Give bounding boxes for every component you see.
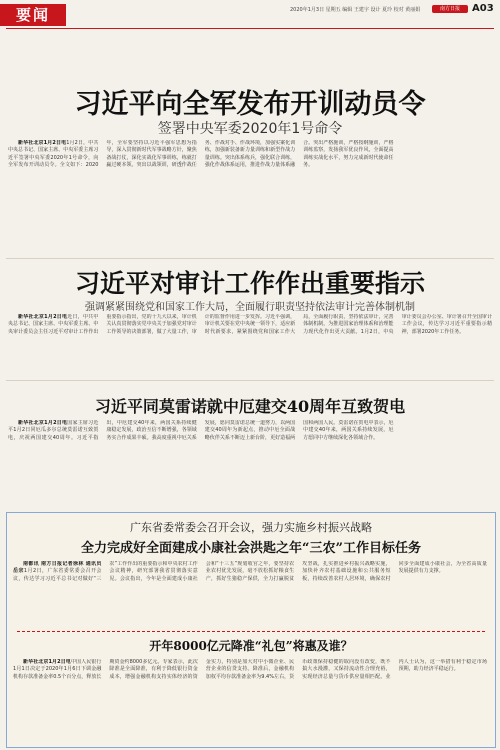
masthead-rule	[6, 28, 494, 29]
article1-headline: 习近平向全军发布开训动员令	[74, 89, 426, 120]
article1-body	[8, 140, 492, 252]
box-divider	[17, 631, 485, 632]
article1-text: 1月2日，中共中央总书记、国家主席、中央军委主席习近平签署中央军委2020年1号命令，向全军发布开训动员令。全文如下：2020年，全军要坚持以习近平强军思想为指导，深入贯彻新时代军事战略方针，聚焦备战打仗，深化实战化军事训练，练就打赢过硬本领。突出以战领训，研透作战任务、作战对手、作战环境，加强实案化训练，加强新装备新力量训练和新型作战力量训练。突出体系练兵，强化联合训练，强化作战体系运用，推进作战力量体系融合。突出严格施训，严格按纲施训，严格训练监察，发扬我军优良作风，全面提高训练实战化水平，努力完成新时代使命任务。	[8, 140, 394, 169]
section-tag: 要闻	[0, 4, 66, 26]
box-kicker: 广东省委常委会召开会议，强力实施乡村振兴战略	[130, 521, 372, 534]
article2-subhead: 强调紧紧围绕党和国家工作大局，全面履行职责坚持依法审计完善体制机制	[85, 302, 415, 313]
article4-body	[13, 659, 487, 743]
feature-box	[6, 512, 496, 748]
box-headline: 全力完成好全面建成小康社会洪匙之年“三农”工作目标任务	[81, 541, 421, 556]
divider-2	[6, 380, 494, 381]
article2-headline: 习近平对审计工作作出重要指示	[74, 269, 425, 298]
article1-subhead: 签署中央军委2020年1号命令	[157, 121, 343, 137]
box-body	[13, 561, 487, 627]
divider-1	[6, 258, 494, 259]
article2-dateline: 新华社北京1月2日电	[18, 314, 68, 320]
article2-text: 近日，中共中央总书记、国家主席、中央军委主席、中央审计委员会主任习近平对审计工作作出重要指示指出，党的十九大以来，审计机关认真贯彻落实党中央关于加强党对审计工作领导的决策部署，做了大量工作，审计的监督作用进一步发挥。习近平强调，审计机关要在党中央统一领导下，适应新时代新要求，紧紧围绕党和国家工作大局，全面履行职责，坚持依法审计，完善体制机制，为推进国家治理体系和治理能力现代化作出更大贡献。1月2日，中央审计委员会办公室、审计署召开全国审计工作会议，传达学习习近平重要指示精神，部署2020年工作任务。	[8, 314, 492, 335]
box-text: 1月2日，广东省委常委会召开会议，传达学习习近平总书记对做好“三农”工作作出的重要指示和中央农村工作会议精神，研究部署我省贯彻落实意见。会议指出，今年是全面建成小康社会和“十三五”规划收官之年，要坚持农业农村优先发展，毫不放松抓好粮食生产，抓好生猪稳产保供，全力打赢脱贫攻坚战，扎实推进乡村振兴战略实施，加快补齐农村基础设施和公共服务短板，持续改善农村人居环境，确保农村同步全面建成小康社会，为全省高质量发展提供有力支撑。	[13, 561, 487, 582]
article4-text: 中国人民银行1月1日决定于2020年1月6日下调金融机构存款准备金率0.5个百分点，释放长期资金约8000多亿元。专家表示，此次降准是全面降准，有利于降低银行资金成本，增强金融机构支持实体经济的资金实力，特别是加大对中小微企业、民营企业的信贷支持。降准后，金融机构加权平均存款准备金率为9.4%左右，货币政策保持稳健的取向没有改变，既不搞大水漫灌，又保持流动性合理充裕，实现经济总量与货币供应量相匹配。业内人士认为，这一举措有利于稳定市场预期，助力经济平稳运行。	[13, 659, 487, 680]
article4-headline: 开年8000亿元降准“礼包”将惠及谁？	[149, 639, 353, 653]
article3-headline: 习近平同莫雷诺就中厄建交40周年互致贺电	[94, 397, 406, 416]
masthead	[0, 0, 500, 28]
box-dateline: 南都讯 南方日报记者徐林 通讯员岳宗	[13, 561, 102, 575]
article3-text: 国家主席习近平1月2日同厄瓜多尔总统莫雷诺互致贺电，庆祝两国建交40周年。习近平指出，中厄建交40年来，两国关系持续健康稳定发展，政治互信不断增强，各领域务实合作成果丰硕。我高度重视中厄关系发展，愿同莫雷诺总统一道努力，以两国建交40周年为新起点，推动中厄全面战略伙伴关系不断迈上新台阶，更好造福两国和两国人民。莫雷诺在贺电中表示，厄中建交40年来，两国关系持续发展，厄方愿同中方继续深化各领域合作。	[8, 420, 394, 441]
article4-dateline: 新华社北京1月2日电	[23, 659, 71, 665]
article3-dateline: 新华社北京1月2日电	[18, 420, 68, 426]
article1-dateline: 新华社北京1月2日电	[18, 140, 67, 146]
article2-body	[8, 314, 492, 374]
issue-meta: 2020年1月3日 星期五 编辑 王建宇 设计 夏玲 校对 黄丽娟	[290, 7, 421, 13]
page-number: A03	[472, 3, 494, 14]
paper-badge: 南方日报	[432, 5, 468, 13]
article3-body	[8, 420, 492, 498]
